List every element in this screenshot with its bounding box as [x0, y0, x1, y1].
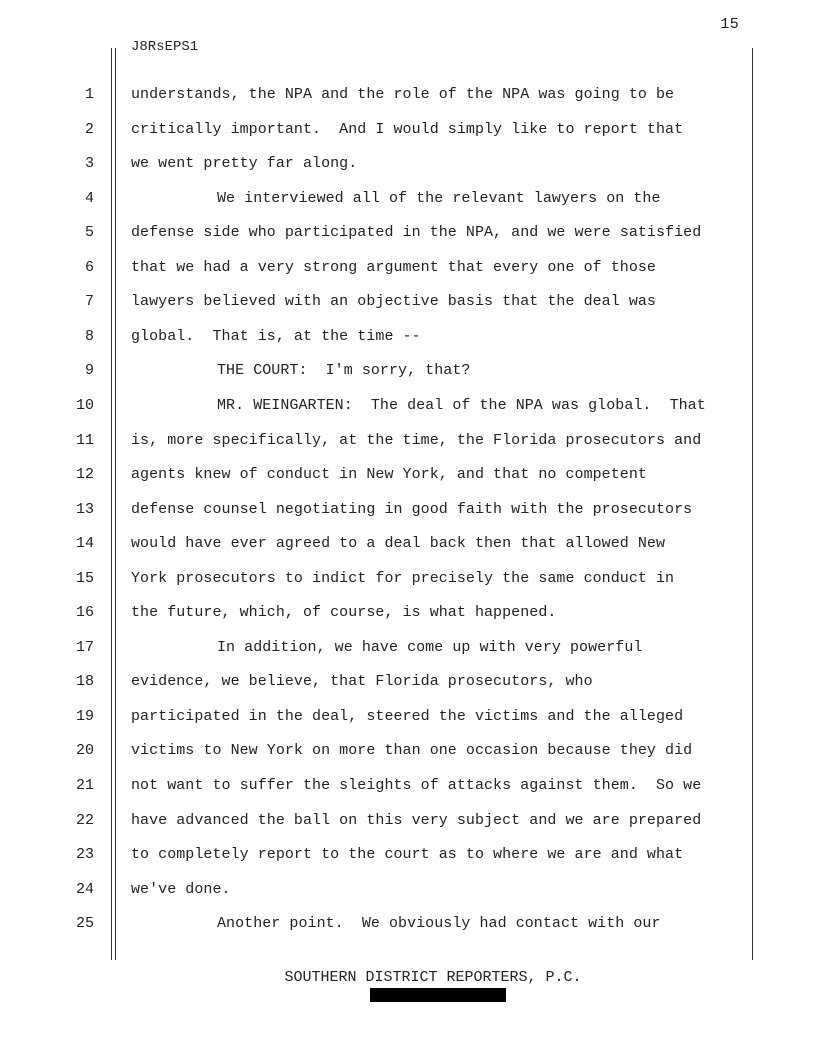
transcript-line: would have ever agreed to a deal back then that allowed New	[131, 535, 666, 552]
transcript-line: THE COURT: I'm sorry, that?	[217, 362, 471, 379]
line-number: 13	[75, 501, 94, 518]
line-number: 25	[75, 915, 94, 932]
transcript-line: In addition, we have come up with very powerful	[217, 639, 643, 656]
line-number: 9	[84, 362, 94, 379]
line-number: 1	[84, 86, 94, 103]
transcript-line: participated in the deal, steered the victims and the alleged	[131, 708, 684, 725]
transcript-line: to completely report to the court as to where we are and what	[131, 846, 684, 863]
transcript-line: Another point. We obviously had contact with our	[217, 915, 661, 932]
line-number: 17	[75, 639, 94, 656]
transcript-line: York prosecutors to indict for precisely the same conduct in	[131, 570, 675, 587]
transcript-line: defense side who participated in the NPA, and we were satisfied	[131, 224, 702, 241]
line-number: 14	[75, 535, 94, 552]
transcript-line: lawyers believed with an objective basis that the deal was	[131, 293, 656, 310]
transcript-line: not want to suffer the sleights of attacks against them. So we	[131, 777, 702, 794]
transcript-line: the future, which, of course, is what happened.	[131, 604, 557, 621]
line-number: 12	[75, 466, 94, 483]
line-number: 4	[84, 190, 94, 207]
transcript-line: defense counsel negotiating in good faith with the prosecutors	[131, 501, 693, 518]
transcript-line: agents knew of conduct in New York, and that no competent	[131, 466, 647, 483]
transcript-line: we've done.	[131, 881, 231, 898]
transcript-line: evidence, we believe, that Florida prosecutors, who	[131, 673, 593, 690]
case-id: J8RsEPS1	[131, 39, 199, 55]
line-number: 19	[75, 708, 94, 725]
transcript-line: that we had a very strong argument that every one of those	[131, 259, 656, 276]
transcript-line: global. That is, at the time --	[131, 328, 421, 345]
line-number: 18	[75, 673, 94, 690]
left-margin-rule-outer	[111, 48, 112, 960]
redaction-bar	[370, 988, 506, 1002]
transcript-line: understands, the NPA and the role of the NPA was going to be	[131, 86, 675, 103]
line-number: 21	[75, 777, 94, 794]
line-number: 20	[75, 742, 94, 759]
transcript-line: MR. WEINGARTEN: The deal of the NPA was global. That	[217, 397, 706, 414]
line-number: 10	[75, 397, 94, 414]
line-number: 11	[75, 432, 94, 449]
line-number: 3	[84, 155, 94, 172]
line-number: 24	[75, 881, 94, 898]
transcript-line: have advanced the ball on this very subject and we are prepared	[131, 812, 702, 829]
page-number: 15	[720, 16, 739, 33]
line-number: 2	[84, 121, 94, 138]
line-number: 8	[84, 328, 94, 345]
right-margin-rule	[752, 48, 753, 960]
line-number: 23	[75, 846, 94, 863]
line-number: 15	[75, 570, 94, 587]
transcript-line: critically important. And I would simply like to report that	[131, 121, 684, 138]
transcript-line: We interviewed all of the relevant lawyers on the	[217, 190, 661, 207]
line-number: 6	[84, 259, 94, 276]
transcript-line: is, more specifically, at the time, the Florida prosecutors and	[131, 432, 702, 449]
line-number: 16	[75, 604, 94, 621]
transcript-line: we went pretty far along.	[131, 155, 358, 172]
transcript-line: victims to New York on more than one occasion because they did	[131, 742, 693, 759]
line-number: 5	[84, 224, 94, 241]
left-margin-rule-inner	[115, 48, 116, 960]
reporter-footer: SOUTHERN DISTRICT REPORTERS, P.C.	[284, 969, 582, 986]
line-number: 22	[75, 812, 94, 829]
line-number: 7	[84, 293, 94, 310]
